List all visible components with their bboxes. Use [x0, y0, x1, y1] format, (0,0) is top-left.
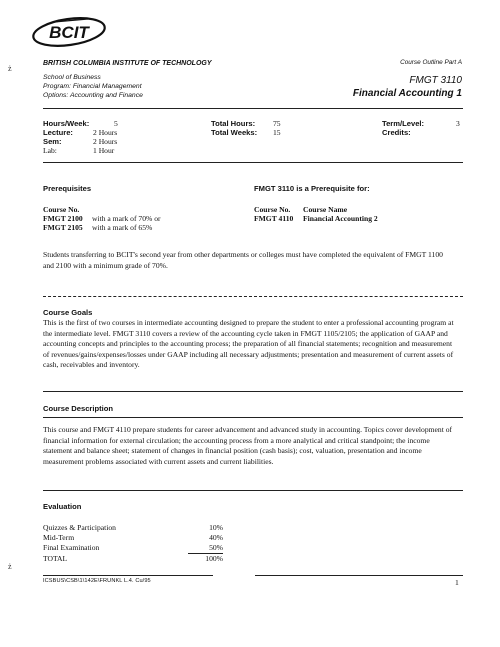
evaluation-weight: 50% [209, 543, 223, 552]
total-weeks-value: 15 [273, 128, 281, 137]
evaluation-item: Mid-Term [43, 533, 75, 542]
prereq-for-col-course: Course No. [254, 205, 291, 214]
margin-mark: ż [8, 64, 12, 73]
total-weeks-label: Total Weeks: [211, 128, 258, 137]
prereq-for-name-1: Financial Accounting 2 [303, 214, 378, 223]
evaluation-item: Final Examination [43, 543, 100, 552]
course-goals-title: Course Goals [43, 308, 93, 317]
outline-part: Course Outline Part A [400, 59, 462, 66]
course-goals-text: This is the first of two courses in intermediate accounting designed to prepare the student to enter a professional accounting program at the intermediate level. FMGT 3110 covers a review of the accounting cycle taken in FMGT 1105/2105; the application of GAAP and accounting concepts and principles to the accounting process; the preparation of all financial statements; recognition and measurement of revenues/gains/expenses/losses under GAAP including all necessary adjustments; presentation and measurement of current assets of cash, receivables and inventory. [43, 318, 454, 370]
margin-mark: ż [8, 562, 12, 571]
evaluation-item: TOTAL [43, 554, 68, 563]
prerequisites-title: Prerequisites [43, 184, 92, 193]
evaluation-total-row [43, 554, 223, 564]
course-description-title: Course Description [43, 404, 114, 413]
header-right [242, 59, 462, 100]
footer-rule-right [255, 575, 463, 576]
evaluation-title: Evaluation [43, 502, 82, 511]
hours-rule [43, 162, 463, 163]
course-description-text: This course and FMGT 4110 prepare students for career advancement and advanced study in accounting. Topics cover development of financial information for external circulation; the accounting process from a more analytical and critical standpoint; the income statement and balance sheet; statement of changes in financial position (cash basis); cost, valuation, presentation and income measurement problems associated with current assets and current liabilities. [43, 425, 453, 466]
evaluation-weight: 40% [209, 533, 223, 542]
prereq-desc-1: with a mark of 70% or [92, 214, 161, 223]
course-title: Financial Accounting 1 [352, 88, 462, 99]
prereq-for-col-name: Course Name [303, 205, 348, 214]
evaluation-weight: 100% [205, 554, 223, 563]
goals-bottom-rule [43, 391, 463, 392]
program-name: Program: Financial Management [43, 83, 142, 90]
total-hours-label: Total Hours: [211, 119, 256, 128]
svg-text:BCIT: BCIT [49, 23, 89, 42]
hours-week-label: Hours/Week: [43, 119, 90, 128]
evaluation-item: Quizzes & Participation [43, 523, 116, 532]
course-code: FMGT 3110 [409, 74, 462, 86]
lecture-value: 2 Hours [93, 128, 118, 137]
prereq-for-course-1: FMGT 4110 [254, 214, 294, 223]
prereq-for-title: FMGT 3110 is a Prerequisite for: [254, 184, 370, 193]
credits-label: Credits: [382, 128, 411, 137]
sem-value: 2 Hours [93, 137, 118, 146]
transfer-note: Students transferring to BCIT's second year from other departments or colleges must have completed the equivalent of FMGT 1100 and 2100 with a minimum grade of 70%. [43, 250, 443, 270]
prereq-course-2: FMGT 2105 [43, 223, 83, 232]
page-number: 1 [455, 578, 459, 587]
total-hours-value: 75 [273, 119, 281, 128]
evaluation-row [43, 523, 223, 533]
footer-rule-left [43, 575, 213, 576]
lab-value: 1 Hour [93, 146, 115, 155]
goals-top-rule [43, 296, 463, 297]
evaluation-weight: 10% [209, 523, 223, 532]
institute-name: BRITISH COLUMBIA INSTITUTE OF TECHNOLOGY [43, 60, 212, 67]
footer-file-ref: ICSBUS\CSB\1\142E\FRUNKL L.4. Cu/95 [43, 578, 151, 584]
description-bottom-rule [43, 490, 463, 491]
prereq-desc-2: with a mark of 65% [92, 223, 153, 232]
term-level-label: Term/Level: [382, 119, 425, 128]
prereq-col-header: Course No. [43, 205, 80, 214]
school-name: School of Business [43, 74, 101, 81]
sem-label: Sem: [43, 137, 62, 146]
lecture-label: Lecture: [43, 128, 73, 137]
bcit-logo [30, 10, 108, 52]
header-rule [43, 108, 463, 109]
term-level-value: 3 [456, 119, 460, 128]
prereq-course-1: FMGT 2100 [43, 214, 83, 223]
hours-week-value: 5 [114, 119, 118, 128]
options-name: Options: Accounting and Finance [43, 92, 143, 99]
lab-label: Lab: [43, 146, 57, 155]
description-rule [43, 417, 463, 418]
evaluation-row [43, 543, 223, 553]
evaluation-row [43, 533, 223, 543]
